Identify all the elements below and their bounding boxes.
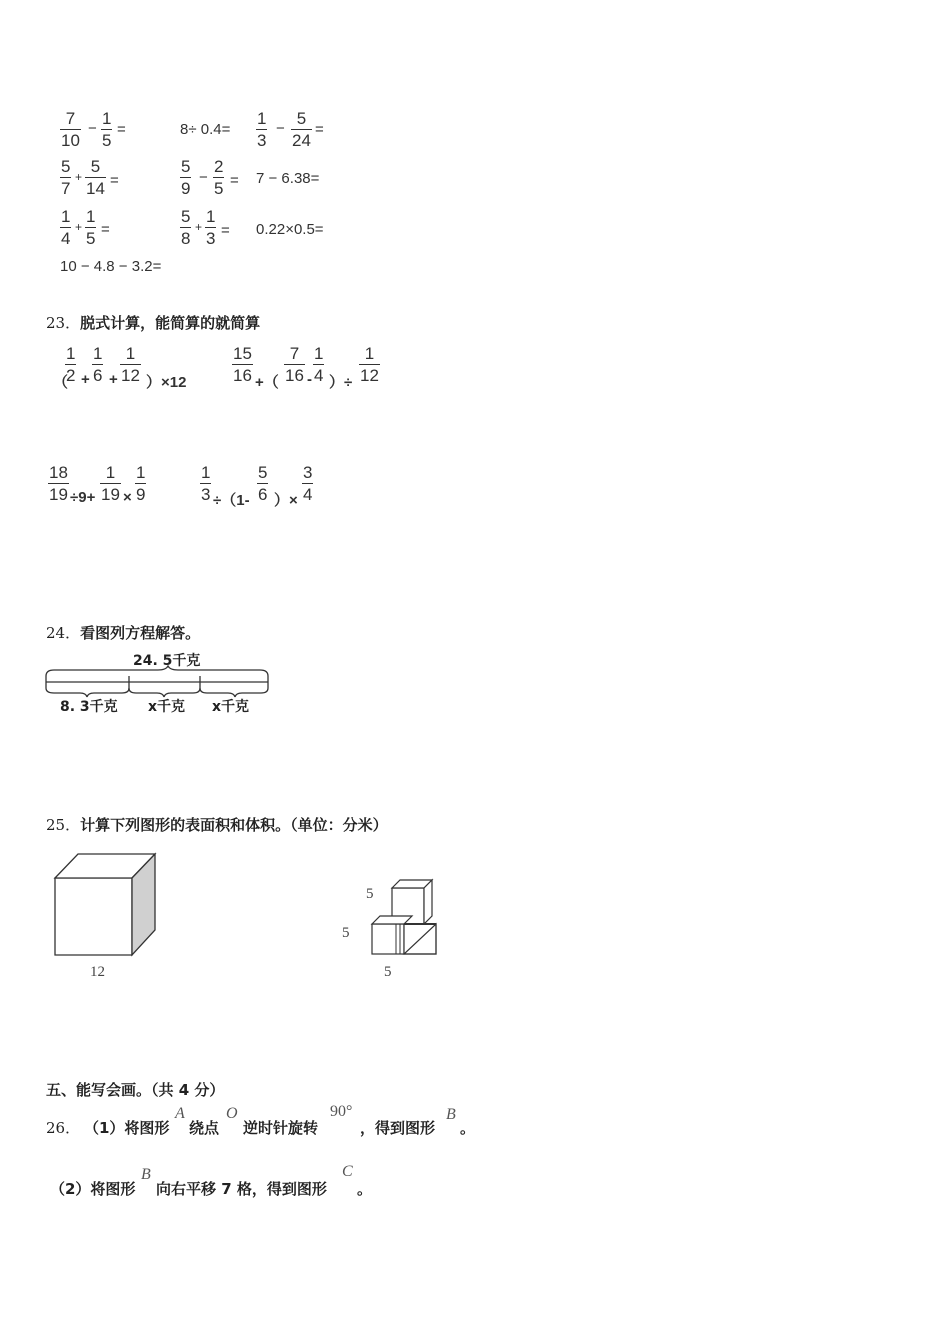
variable-b: B xyxy=(141,1166,151,1183)
equals: = xyxy=(117,121,126,138)
fraction: 5 9 xyxy=(181,157,191,198)
operator: + xyxy=(195,220,203,234)
question-24: 24．看图列方程解答。 xyxy=(46,624,201,642)
segment-label-2: x千克 xyxy=(148,699,186,715)
fraction: 1 12 xyxy=(121,344,140,385)
stacked-left-label: 5 xyxy=(342,925,350,941)
fraction: 1 2 xyxy=(66,344,76,385)
expression: 8÷ 0.4= xyxy=(180,121,231,138)
operator: − xyxy=(276,120,285,137)
equals: = xyxy=(221,222,230,239)
segment-label-1: 8. 3千克 xyxy=(60,699,118,715)
operator: − xyxy=(199,169,208,186)
fraction: 5 6 xyxy=(258,463,268,504)
fraction: 1 5 xyxy=(102,109,112,150)
fraction: 18 19 xyxy=(49,463,68,504)
stacked-top-label: 5 xyxy=(366,886,374,902)
fraction: 7 16 xyxy=(285,344,304,385)
fraction: 5 7 xyxy=(61,157,71,198)
operator: + xyxy=(75,170,83,184)
fraction: 1 5 xyxy=(86,207,96,248)
total-label: 24. 5千克 xyxy=(133,653,201,669)
fraction: 7 10 xyxy=(61,109,80,150)
variable-a: A xyxy=(175,1105,185,1122)
variable-o: O xyxy=(226,1105,238,1122)
question-23: 23．脱式计算，能简算的就简算 xyxy=(46,314,261,332)
variable-b: B xyxy=(446,1106,456,1123)
expression: 7 − 6.38= xyxy=(256,170,320,187)
equals: = xyxy=(110,172,119,189)
cube-figure xyxy=(50,850,160,958)
fraction: 1 4 xyxy=(314,344,324,385)
fraction: 5 8 xyxy=(181,207,191,248)
fraction: 1 4 xyxy=(61,207,71,248)
fraction: 5 24 xyxy=(292,109,311,150)
fraction: 1 9 xyxy=(136,463,146,504)
fraction: 1 6 xyxy=(93,344,103,385)
fraction: 3 4 xyxy=(303,463,313,504)
equals: = xyxy=(315,121,324,138)
question-25: 25．计算下列图形的表面积和体积。（单位：分米） xyxy=(46,816,388,834)
equals: = xyxy=(230,172,239,189)
variable-c: C xyxy=(342,1163,353,1180)
brace-diagram xyxy=(40,664,280,700)
operator: − xyxy=(88,120,97,137)
fraction: 15 16 xyxy=(233,344,252,385)
expression: 0.22×0.5= xyxy=(256,221,324,238)
fraction: 1 3 xyxy=(206,207,216,248)
angle: 90° xyxy=(330,1103,353,1120)
operator: + xyxy=(75,220,83,234)
section-heading: 五、能写会画。（共 4 分） xyxy=(46,1081,225,1099)
segment-label-3: x千克 xyxy=(212,699,250,715)
cube-edge-label: 12 xyxy=(90,964,105,980)
fraction: 1 12 xyxy=(360,344,379,385)
fraction: 5 14 xyxy=(86,157,105,198)
stacked-bottom-label: 5 xyxy=(384,964,392,980)
fraction: 1 3 xyxy=(201,463,211,504)
expression: 10 − 4.8 − 3.2= xyxy=(60,258,162,275)
equals: = xyxy=(101,221,110,238)
fraction: 1 3 xyxy=(257,109,267,150)
fraction: 2 5 xyxy=(214,157,224,198)
fraction: 1 19 xyxy=(101,463,120,504)
